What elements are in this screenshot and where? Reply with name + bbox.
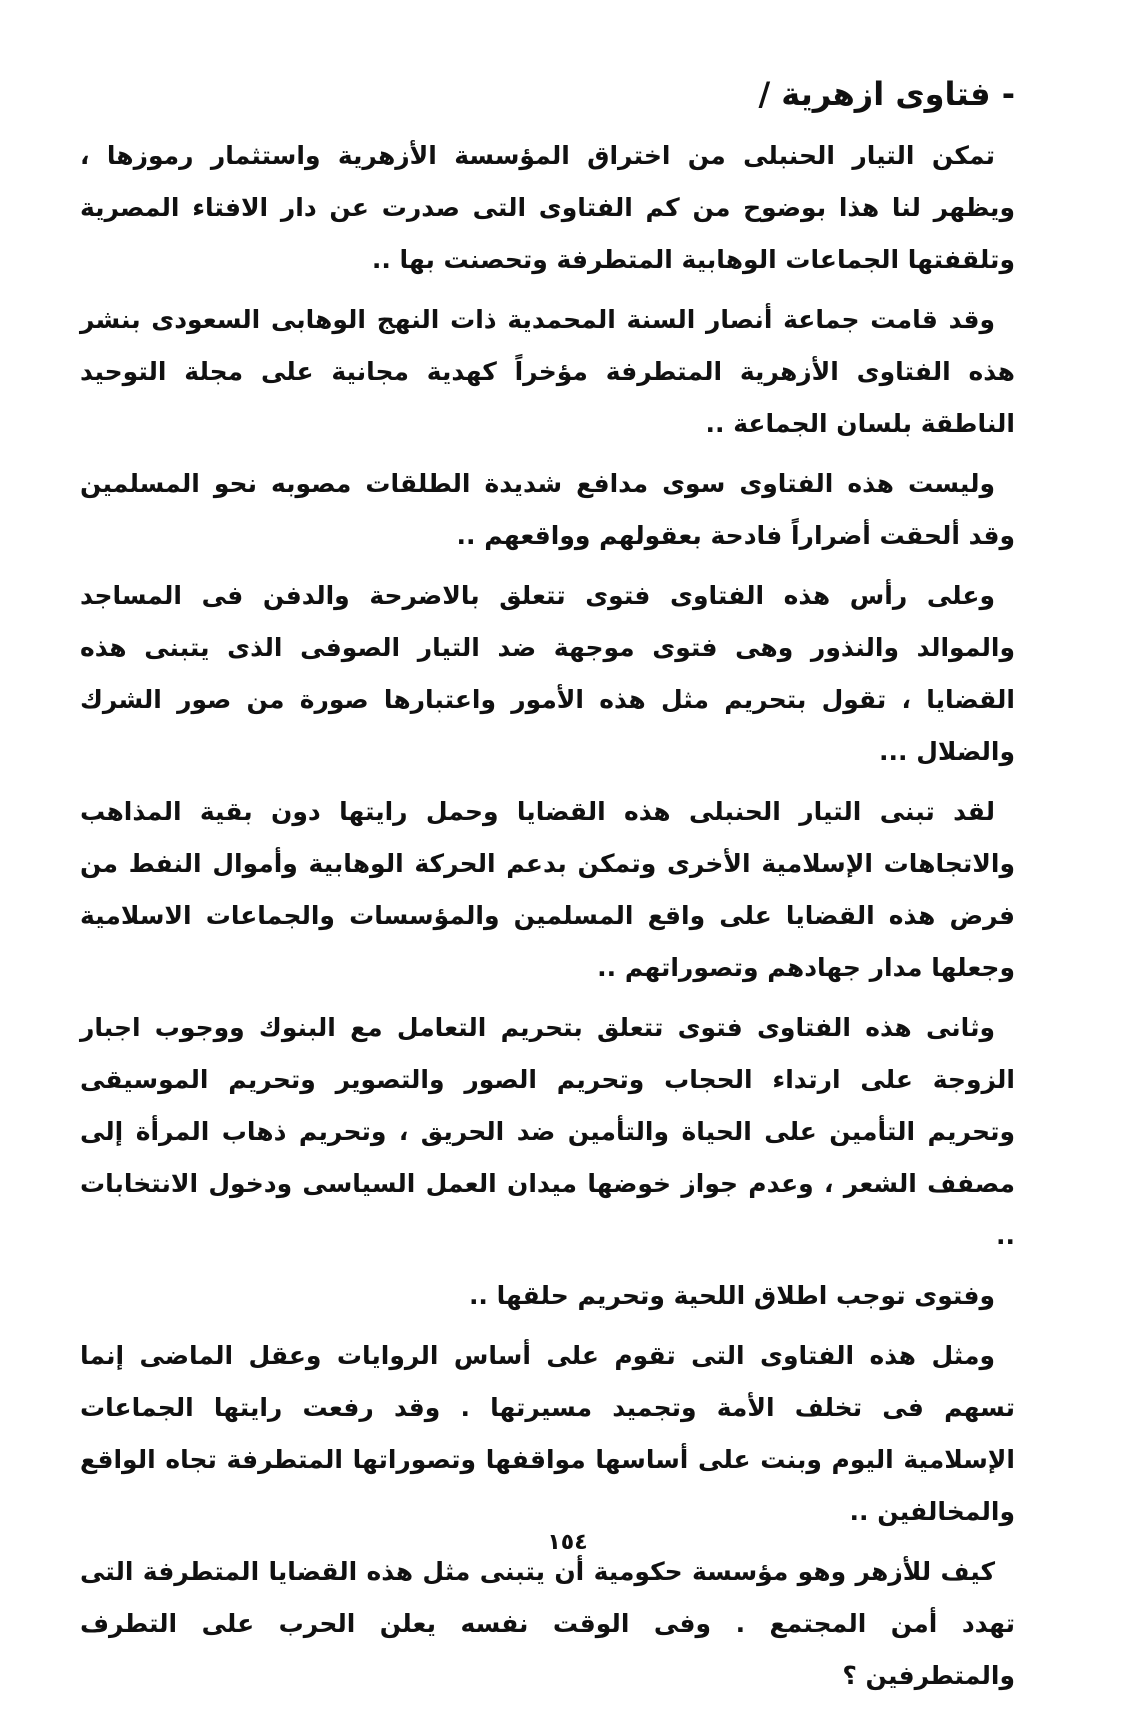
- paragraph: لقد تبنى التيار الحنبلى هذه القضايا وحمل رايتها دون بقية المذاهب والاتجاهات الإسلامية الأخرى وتمكن بدعم الحركة الوهابية وأموال النفط من فرض هذه القضايا على واقع المسلمين والمؤسسات والجماعات الاسلامية وجعلها مدار جهادهم وتصوراتهم ..: [80, 797, 1015, 982]
- page-content: [80, 70, 1015, 1710]
- paragraph: وفتوى توجب اطلاق اللحية وتحريم حلقها ..: [468, 1281, 995, 1310]
- paragraph: كيف للأزهر وهو مؤسسة حكومية أن يتبنى مثل هذه القضايا المتطرفة التى تهدد أمن المجتمع . وفى الوقت نفسه يعلن الحرب على التطرف والمتطرفين ؟: [80, 1557, 1015, 1690]
- page-number: ١٥٤: [547, 1530, 588, 1555]
- paragraph: وقد قامت جماعة أنصار السنة المحمدية ذات النهج الوهابى السعودى بنشر هذه الفتاوى الأزهرية المتطرفة مؤخراً كهدية مجانية على مجلة التوحيد الناطقة بلسان الجماعة ..: [80, 305, 1015, 438]
- paragraph: وليست هذه الفتاوى سوى مدافع شديدة الطلقات مصوبه نحو المسلمين وقد ألحقت أضراراً فادحة بعقولهم وواقعهم ..: [80, 469, 1015, 550]
- paragraph: تمكن التيار الحنبلى من اختراق المؤسسة الأزهرية واستثمار رموزها ، ويظهر لنا هذا بوضوح من كم الفتاوى التى صدرت عن دار الافتاء المصرية وتلقفتها الجماعات الوهابية المتطرفة وتحصنت بها ..: [80, 141, 1015, 274]
- paragraph: ومثل هذه الفتاوى التى تقوم على أساس الروايات وعقل الماضى إنما تسهم فى تخلف الأمة وتجميد مسيرتها . وقد رفعت رايتها الجماعات الإسلامية اليوم وبنت على أساسها مواقفها وتصوراتها المتطرفة تجاه الواقع والمخالفين ..: [80, 1341, 1015, 1526]
- paragraph: وعلى رأس هذه الفتاوى فتوى تتعلق بالاضرحة والدفن فى المساجد والموالد والنذور وهى فتوى موجهة ضد التيار الصوفى الذى يتبنى هذه القضايا ، تقول بتحريم مثل هذه الأمور واعتبارها صورة من صور الشرك والضلال ...: [80, 581, 1015, 766]
- paragraph: وثانى هذه الفتاوى فتوى تتعلق بتحريم التعامل مع البنوك ووجوب اجبار الزوجة على ارتداء الحجاب وتحريم الصور والتصوير وتحريم الموسيقى وتحريم التأمين على الحياة والتأمين ضد الحريق ، وتحريم ذهاب المرأة إلى مصفف الشعر ، وعدم جواز خوضها ميدان العمل السياسى ودخول الانتخابات ..: [80, 1013, 1015, 1250]
- section-heading: - فتاوى ازهرية /: [758, 75, 1015, 113]
